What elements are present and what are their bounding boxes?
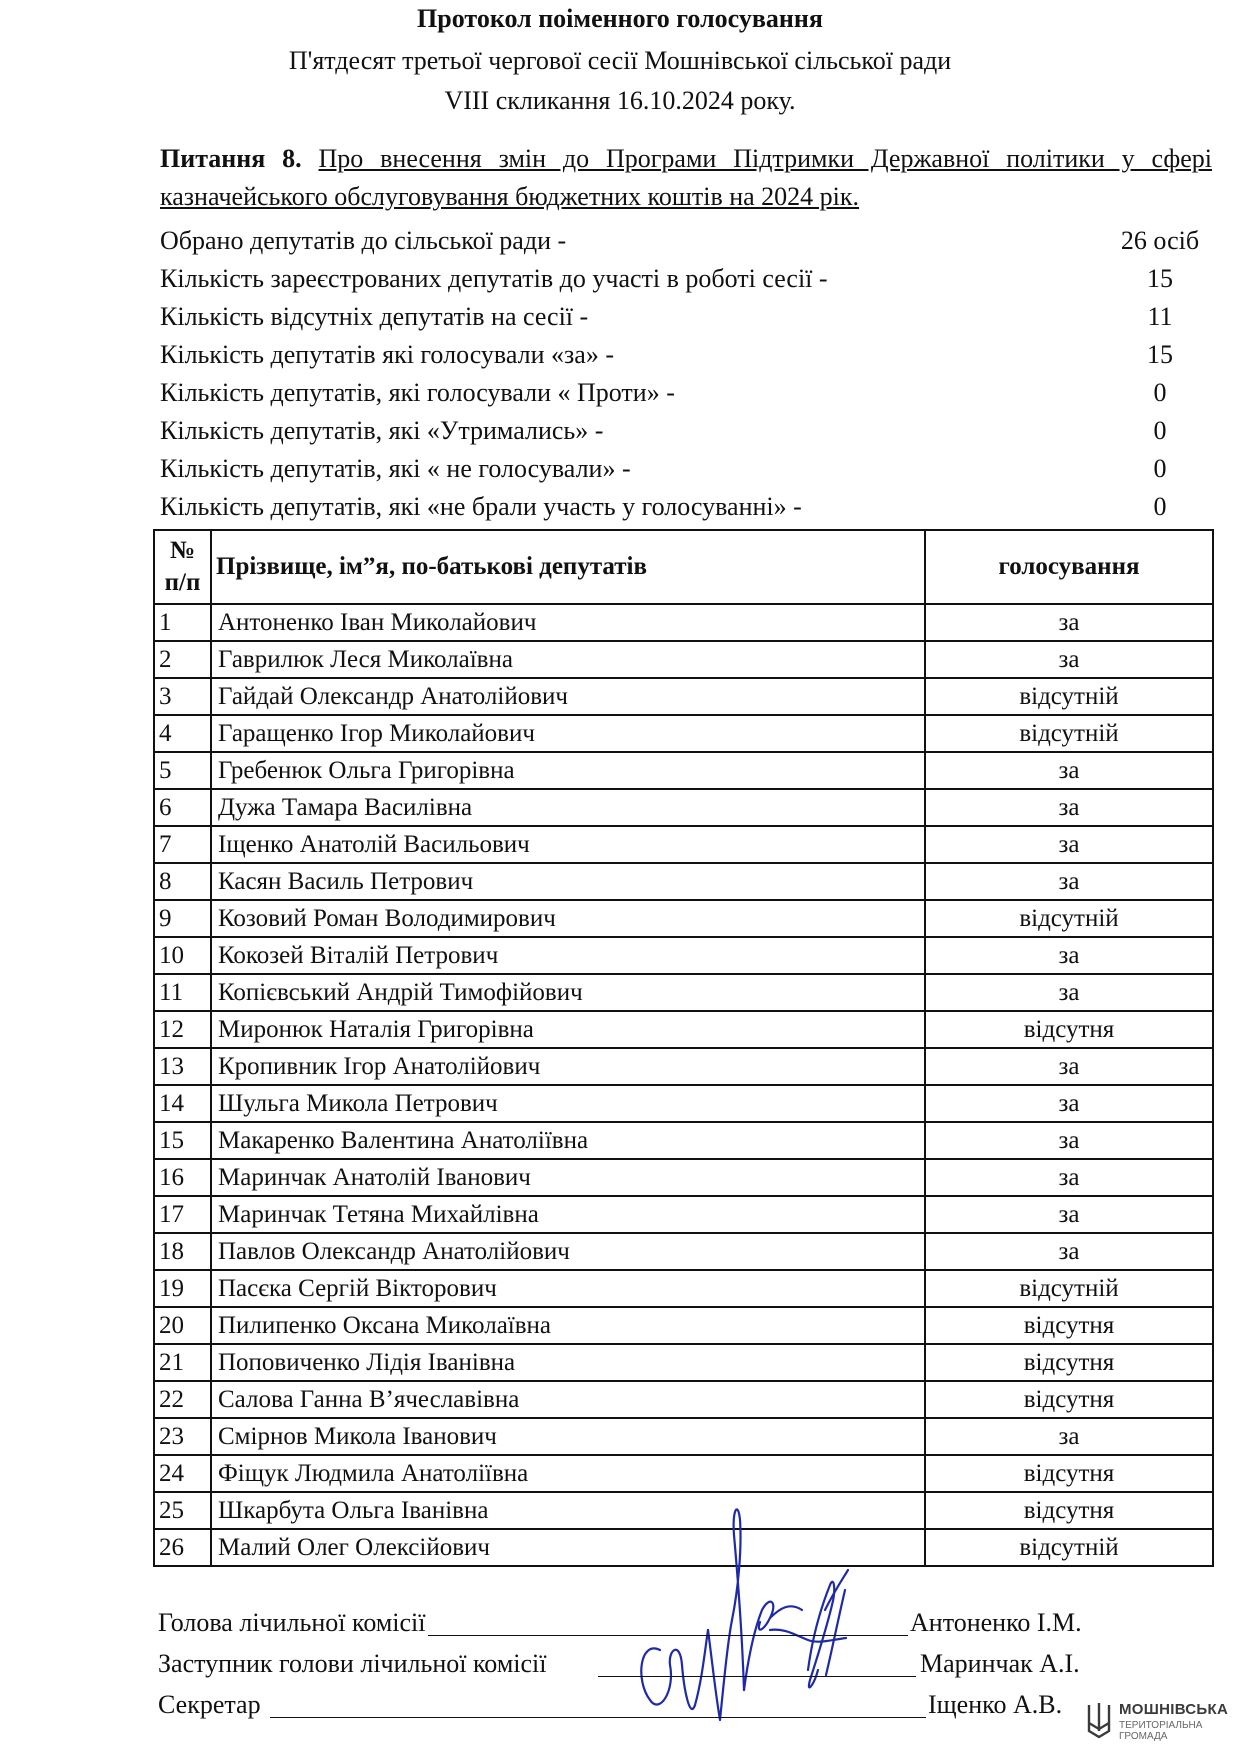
deputy-name: Гребенюк Ольга Григорівна bbox=[211, 752, 925, 789]
signature-row-chair bbox=[158, 1602, 1158, 1643]
row-number: 16 bbox=[154, 1159, 211, 1196]
deputy-name: Маринчак Тетяна Михайлівна bbox=[211, 1196, 925, 1233]
row-number: 2 bbox=[154, 641, 211, 678]
table-row bbox=[154, 974, 1213, 1011]
stat-row bbox=[160, 374, 1167, 412]
roll-call-table bbox=[153, 529, 1214, 1567]
header-number bbox=[154, 530, 211, 604]
stat-value: 0 bbox=[1153, 454, 1167, 483]
signature-role: Голова лічильної комісії bbox=[158, 1602, 428, 1643]
vote-result: відсутній bbox=[925, 1270, 1213, 1307]
stat-label: Кількість зареєстрованих депутатів до участі в роботі сесії - bbox=[160, 264, 828, 293]
vote-result: відсутній bbox=[925, 1529, 1213, 1566]
stat-row bbox=[160, 298, 1173, 336]
stat-label: Кількість депутатів, які голосували « Проти» - bbox=[160, 378, 675, 407]
vote-result: за bbox=[925, 1159, 1213, 1196]
table-row bbox=[154, 937, 1213, 974]
vote-result: за bbox=[925, 604, 1213, 641]
signature-role: Заступник голови лічильної комісії bbox=[158, 1643, 548, 1684]
signatory-name: Іщенко А.В. bbox=[928, 1690, 1063, 1719]
table-row bbox=[154, 1233, 1213, 1270]
row-number: 24 bbox=[154, 1455, 211, 1492]
deputy-name: Пилипенко Оксана Миколаївна bbox=[211, 1307, 925, 1344]
stat-label: Кількість депутатів, які « не голосували» - bbox=[160, 454, 631, 483]
signature-line bbox=[418, 1635, 908, 1636]
stat-label: Кількість депутатів, які «не брали участь у голосуванні» - bbox=[160, 492, 802, 521]
vote-result: за bbox=[925, 1418, 1213, 1455]
row-number: 10 bbox=[154, 937, 211, 974]
stat-row bbox=[160, 488, 1167, 526]
stat-value: 11 bbox=[1147, 302, 1173, 331]
deputy-name: Гаращенко Ігор Миколайович bbox=[211, 715, 925, 752]
signatory-name: Маринчак А.І. bbox=[920, 1649, 1080, 1678]
vote-result: за bbox=[925, 826, 1213, 863]
session-line: П'ятдесят третьої чергової сесії Мошнівської сільської ради bbox=[288, 46, 952, 75]
vote-statistics bbox=[160, 222, 1200, 526]
vote-result: відсутня bbox=[925, 1492, 1213, 1529]
row-number: 7 bbox=[154, 826, 211, 863]
header-number-line1: № bbox=[169, 537, 196, 564]
vote-result: відсутній bbox=[925, 678, 1213, 715]
row-number: 14 bbox=[154, 1085, 211, 1122]
signature-block bbox=[158, 1602, 1158, 1725]
table-row bbox=[154, 863, 1213, 900]
table-row bbox=[154, 1122, 1213, 1159]
deputy-name: Макаренко Валентина Анатоліївна bbox=[211, 1122, 925, 1159]
stat-row bbox=[160, 260, 1173, 298]
table-row bbox=[154, 1048, 1213, 1085]
deputy-name: Смірнов Микола Іванович bbox=[211, 1418, 925, 1455]
deputy-name: Гаврилюк Леся Миколаївна bbox=[211, 641, 925, 678]
header-full-name: Прізвище, ім”я, по-батькові депутатів bbox=[211, 530, 925, 604]
header-vote: голосування bbox=[925, 530, 1213, 604]
deputy-name: Іщенко Анатолій Васильович bbox=[211, 826, 925, 863]
row-number: 12 bbox=[154, 1011, 211, 1048]
row-number: 6 bbox=[154, 789, 211, 826]
row-number: 18 bbox=[154, 1233, 211, 1270]
agenda-question bbox=[160, 140, 1212, 216]
stat-label: Кількість депутатів які голосували «за» - bbox=[160, 340, 614, 369]
table-row bbox=[154, 715, 1213, 752]
vote-result: за bbox=[925, 1122, 1213, 1159]
row-number: 1 bbox=[154, 604, 211, 641]
deputy-name: Поповиченко Лідія Іванівна bbox=[211, 1344, 925, 1381]
row-number: 23 bbox=[154, 1418, 211, 1455]
vote-result: відсутня bbox=[925, 1344, 1213, 1381]
vote-result: відсутній bbox=[925, 715, 1213, 752]
vote-result: відсутній bbox=[925, 900, 1213, 937]
table-row bbox=[154, 678, 1213, 715]
deputy-name: Гайдай Олександр Анатолійович bbox=[211, 678, 925, 715]
row-number: 8 bbox=[154, 863, 211, 900]
deputy-name: Фіщук Людмила Анатоліївна bbox=[211, 1455, 925, 1492]
table-row bbox=[154, 826, 1213, 863]
table-row bbox=[154, 604, 1213, 641]
table-row bbox=[154, 641, 1213, 678]
vote-result: за bbox=[925, 789, 1213, 826]
deputy-name: Касян Василь Петрович bbox=[211, 863, 925, 900]
logo-subtitle bbox=[1119, 1720, 1202, 1742]
stat-label: Кількість депутатів, які «Утримались» - bbox=[160, 416, 604, 445]
signature-row-deputy bbox=[158, 1643, 1158, 1684]
signature-row-secretary bbox=[158, 1684, 1158, 1725]
stat-value: 15 bbox=[1147, 340, 1173, 369]
table-row bbox=[154, 900, 1213, 937]
deputy-name: Малий Олег Олексійович bbox=[211, 1529, 925, 1566]
deputy-name: Маринчак Анатолій Іванович bbox=[211, 1159, 925, 1196]
table-row bbox=[154, 1011, 1213, 1048]
deputy-name: Пасєка Сергій Вікторович bbox=[211, 1270, 925, 1307]
deputy-name: Дужа Тамара Василівна bbox=[211, 789, 925, 826]
table-row bbox=[154, 1344, 1213, 1381]
row-number: 21 bbox=[154, 1344, 211, 1381]
vote-result: відсутня bbox=[925, 1455, 1213, 1492]
logo-subtitle-line2: ГРОМАДА bbox=[1119, 1731, 1168, 1742]
row-number: 17 bbox=[154, 1196, 211, 1233]
signatory-name: Антоненко І.М. bbox=[910, 1608, 1082, 1637]
protocol-title: Протокол поіменного голосування bbox=[417, 4, 823, 33]
stat-label: Кількість відсутніх депутатів на сесії - bbox=[160, 302, 589, 331]
logo-subtitle-line1: ТЕРИТОРІАЛЬНА bbox=[1119, 1720, 1203, 1731]
deputy-name: Салова Ганна В’ячеславівна bbox=[211, 1381, 925, 1418]
deputy-name: Козовий Роман Володимирович bbox=[211, 900, 925, 937]
table-row bbox=[154, 1381, 1213, 1418]
vote-result: за bbox=[925, 1085, 1213, 1122]
stat-value: 15 bbox=[1147, 264, 1173, 293]
row-number: 13 bbox=[154, 1048, 211, 1085]
row-number: 9 bbox=[154, 900, 211, 937]
stat-row bbox=[160, 450, 1167, 488]
vote-result: за bbox=[925, 1233, 1213, 1270]
deputy-name: Шульга Микола Петрович bbox=[211, 1085, 925, 1122]
row-number: 26 bbox=[154, 1529, 211, 1566]
table-row bbox=[154, 1196, 1213, 1233]
vote-result: за bbox=[925, 937, 1213, 974]
table-row bbox=[154, 1455, 1213, 1492]
question-label: Питання 8. bbox=[160, 144, 302, 173]
vote-result: за bbox=[925, 752, 1213, 789]
vote-result: за bbox=[925, 1196, 1213, 1233]
vote-result: за bbox=[925, 641, 1213, 678]
community-logo bbox=[1085, 1697, 1235, 1749]
deputy-name: Павлов Олександр Анатолійович bbox=[211, 1233, 925, 1270]
convocation-date-line: VIII скликання 16.10.2024 року. bbox=[444, 86, 796, 115]
stat-value: 26 осіб bbox=[1120, 226, 1200, 255]
table-row bbox=[154, 1159, 1213, 1196]
header-number-line2: п/п bbox=[164, 569, 201, 596]
deputy-name: Кропивник Ігор Анатолійович bbox=[211, 1048, 925, 1085]
stat-value: 0 bbox=[1153, 416, 1167, 445]
signature-role: Секретар bbox=[158, 1684, 263, 1725]
row-number: 4 bbox=[154, 715, 211, 752]
row-number: 5 bbox=[154, 752, 211, 789]
table-row bbox=[154, 1085, 1213, 1122]
vote-result: за bbox=[925, 863, 1213, 900]
row-number: 19 bbox=[154, 1270, 211, 1307]
signature-line bbox=[270, 1717, 926, 1718]
logo-title: МОШНІВСЬКА bbox=[1119, 1701, 1229, 1718]
stat-value: 0 bbox=[1153, 378, 1167, 407]
table-row bbox=[154, 1307, 1213, 1344]
stat-row bbox=[160, 336, 1173, 374]
deputy-name: Антоненко Іван Миколайович bbox=[211, 604, 925, 641]
vote-result: відсутня bbox=[925, 1011, 1213, 1048]
question-text: Про внесення змін до Програми Підтримки Державної політики у сфері казначейського обслуговування бюджетних коштів на 2024 рік. bbox=[160, 144, 1212, 211]
table-header-row bbox=[154, 530, 1213, 604]
signature-line bbox=[598, 1676, 916, 1677]
vote-result: відсутня bbox=[925, 1381, 1213, 1418]
row-number: 15 bbox=[154, 1122, 211, 1159]
trident-icon bbox=[1085, 1701, 1113, 1741]
row-number: 20 bbox=[154, 1307, 211, 1344]
table-row bbox=[154, 752, 1213, 789]
row-number: 11 bbox=[154, 974, 211, 1011]
vote-result: відсутня bbox=[925, 1307, 1213, 1344]
vote-result: за bbox=[925, 1048, 1213, 1085]
row-number: 3 bbox=[154, 678, 211, 715]
table-row bbox=[154, 1270, 1213, 1307]
deputy-name: Копієвський Андрій Тимофійович bbox=[211, 974, 925, 1011]
row-number: 22 bbox=[154, 1381, 211, 1418]
deputy-name: Кокозей Віталій Петрович bbox=[211, 937, 925, 974]
table-row bbox=[154, 789, 1213, 826]
stat-row bbox=[160, 222, 1200, 260]
stat-row bbox=[160, 412, 1167, 450]
row-number: 25 bbox=[154, 1492, 211, 1529]
deputy-name: Миронюк Наталія Григорівна bbox=[211, 1011, 925, 1048]
deputy-name: Шкарбута Ольга Іванівна bbox=[211, 1492, 925, 1529]
vote-result: за bbox=[925, 974, 1213, 1011]
table-row bbox=[154, 1418, 1213, 1455]
stat-label: Обрано депутатів до сільської ради - bbox=[160, 226, 567, 255]
stat-value: 0 bbox=[1153, 492, 1167, 521]
